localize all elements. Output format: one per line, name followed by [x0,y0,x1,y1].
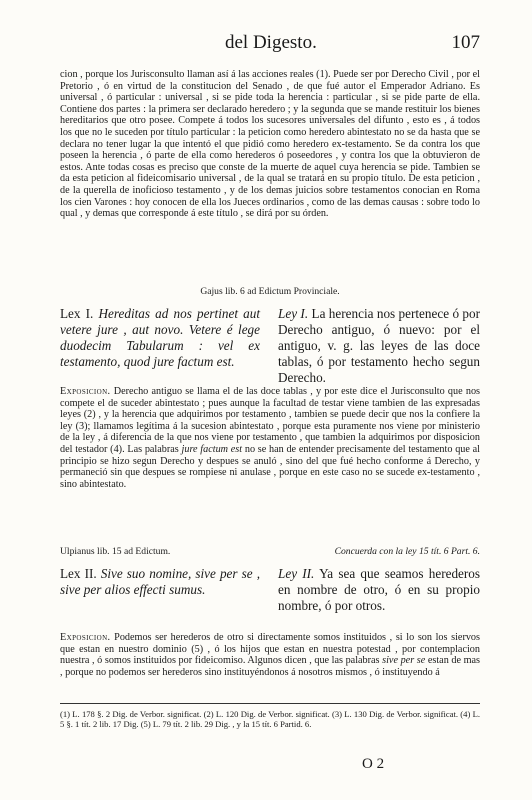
footnote-rule [60,703,480,704]
law-2-latin-text: Sive suo nomine, sive per se , sive per alios effecti sumus. [60,566,260,597]
intro-paragraph: cion , porque los Jurisconsulto llaman así á las acciones reales (1). Puede ser por Derecho Civil , por el Pretorio , ó en virtud de la constitucion del Senado , de que fué autor el Emperador Adriano. Es universal , ó particular : universal , si se pide toda la herencia : particular , si se pide parte de ella. Contiene dos partes : la primera ser declarado heredero ; y la segunda que se mande restituir los bienes hereditarios que otro posee. Compete á todos los sucesores universales del difunto , esto es , á todos los que no le suceden por título particular : la peticion como heredero abintestato no se da hasta que se declara no tener lugar la que intentó el que pidió como heredero ex-testamento. Se da contra los que poseen la herencia , ó parte de ella como herederos ó poseedores , y contra los que la obtuvieron de estos. Ante todas cosas es preciso que conste de la muerte de aquel cuya herencia se pide. Tambien se da esta peticion al fideicomisario universal , de la qual se tratará en su propio título. De esta peticion , de la querella de inoficioso testamento , y de los demas juicios sobre testamentos conocian en Roma los cien Varones : hoy conocen de ella los Jueces ordinarios , como de las demas causas : sobre todo lo qual , y demas que corresponde á este título , se dirá por su órden. [60,69,480,220]
concordance-note-text: Concuerda con la ley 15 tít. 6 Part. 6. [334,546,480,557]
law-1-latin-heading: Lex I. [60,306,94,321]
exposicion-2-label: Exposicion. [60,632,111,643]
exposicion-1-italic: jure factum est [181,443,243,455]
exposicion-1-text-b: no se han de entender precisamente del testamento que al principio se hizo segun Derecho y despues se anuló , sino del que fué hecho conforme á Derecho, y permaneció sin que despues se rompiese ni anulase , porque en este caso no se sucede ex-testamento , sino abintestato. [60,443,481,490]
source-citation-gaius [60,286,480,297]
footnotes: (1) L. 178 §. 2 Dig. de Verbor. significat. (2) L. 120 Dig. de Verbor. significat. (3) L. 130 Dig. de Verbor. significat. (4) L. 5 §. 1 tít. 2 lib. 17 Dig. (5) L. 79 tít. 2 lib. 29 Dig. , y la 15 tít. 6 Partid. 6. [60,709,480,730]
exposicion-2-text-a: Podemos ser herederos de otro si directamente somos instituidos , si lo son los siervos que estan en nuestro dominio (5) , ó los hijos que estan en nuestra potestad , por contemplacion nuestra , ó somos instituidos por fideicomiso. Algunos dicen , que las palabras [60,632,480,667]
source-citation-text: Gajus lib. 6 ad Edictum Provinciale. [200,286,340,297]
page-number: 107 [451,32,480,53]
law-2-spanish-heading: Ley II. [278,566,315,581]
law-1-spanish-heading: Ley I. [278,306,309,321]
law-2-latin-heading: Lex II. [60,566,97,581]
concordance-note [275,546,480,557]
exposicion-1-text-a: Derecho antiguo se llama el de las doce tablas , y por este dice el Jurisconsulto que nos compete el de suceder abintestato ; pues aunque la facultad de testar viene tambien de las expresadas leyes (2) , y la herencia que adquirimos por testamento , tambien se puede decir que nos la confiere la ley (3); llamamos legítima á la sucesion abintestato , porque esta puramente nos viene por ministerio de la ley , á diferencia de la que nos viene por testamento , que tambien la adquirimos por disposicion del testador (4). Las palabras [60,386,481,455]
law-1-spanish-text: La herencia nos pertenece ó por Derecho antiguo, ó nuevo: por el antiguo, v. g. las leyes de las doce tablas, ó por testamento hecho segun Derecho. [278,306,481,385]
exposicion-2-text-b: estan de mas , porque no podemos ser herederos sino instituyéndonos á nosotros mismos , ó instituyendo á [60,655,481,678]
law-2-spanish-text: Ya sea que seamos herederos en nombre de otro, ó en su propio nombre, ó por otros. [278,566,481,613]
source-citation-ulpianus [60,546,170,557]
law-2-latin [60,566,260,598]
exposicion-2-italic: sive per se [382,655,426,667]
law-1-latin-text: Hereditas ad nos pertinet aut vetere jure , aut novo. Vetere é lege duodecim Tabularum : vel ex testamento, quod jure factum est. [60,306,260,369]
law-1-spanish [278,306,480,386]
exposicion-1 [60,386,480,490]
law-2-spanish [278,566,480,614]
exposicion-2 [60,632,480,678]
signature-mark: O 2 [362,756,385,772]
law-1-latin [60,306,260,370]
source-citation-ulpianus-text: Ulpianus lib. 15 ad Edictum. [60,546,171,557]
exposicion-1-label: Exposicion. [60,386,111,397]
running-title: del Digesto. [225,32,317,53]
